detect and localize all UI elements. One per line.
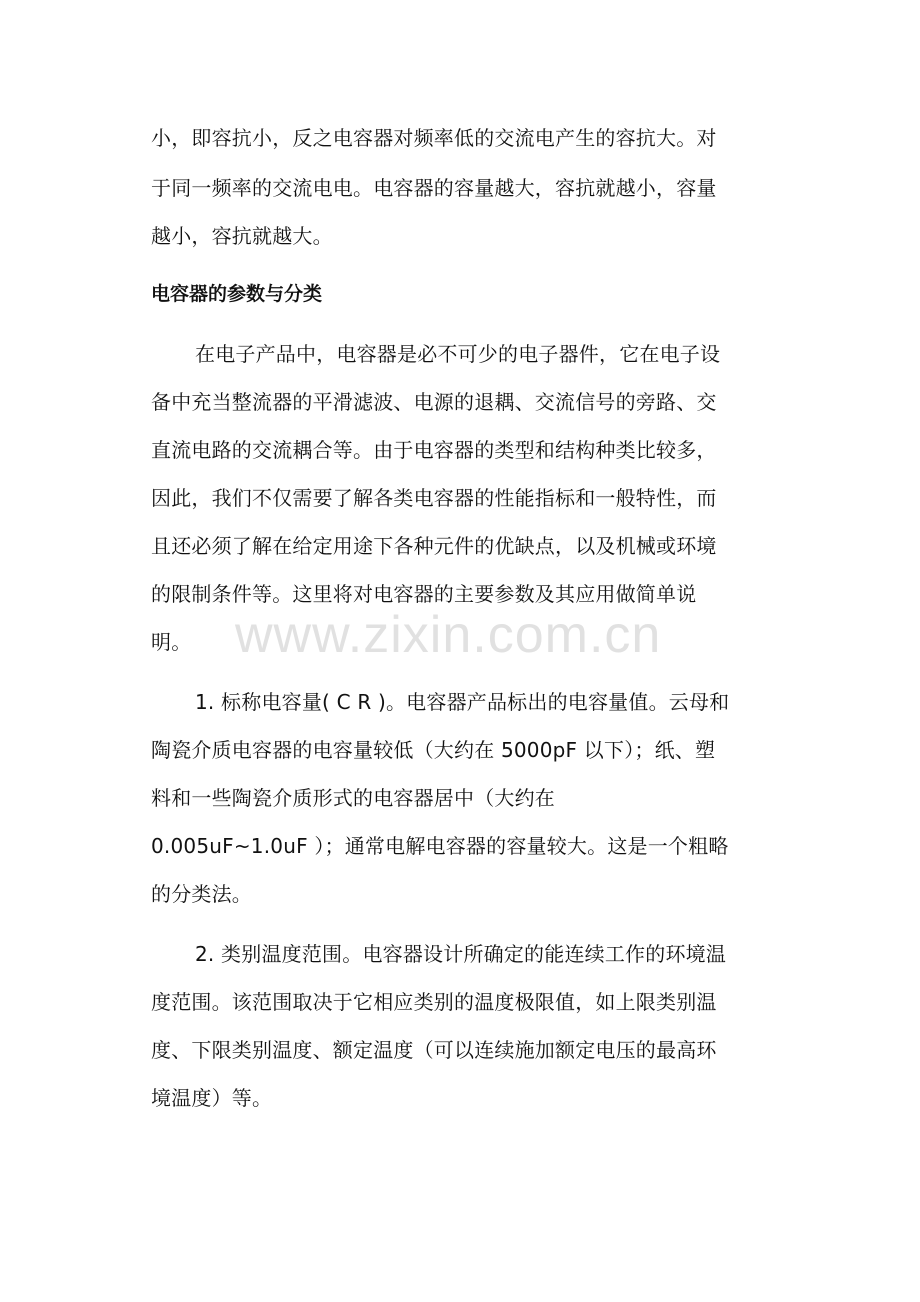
paragraph-4-line-2: 度范围。该范围取决于它相应类别的温度极限值，如上限类别温 — [151, 990, 717, 1014]
paragraph-2-line-7: 明。 — [151, 630, 192, 654]
paragraph-4-line-3: 度、下限类别温度、额定温度（可以连续施加额定电压的最高环 — [151, 1038, 717, 1062]
paragraph-2-line-2: 备中充当整流器的平滑滤波、电源的退耦、交流信号的旁路、交 — [151, 390, 717, 414]
paragraph-1-line-3: 越小，容抗就越大。 — [151, 224, 333, 248]
paragraph-2-line-5: 且还必须了解在给定用途下各种元件的优缺点，以及机械或环境 — [151, 534, 717, 558]
paragraph-2-line-1: 在电子产品中，电容器是必不可少的电子器件，它在电子设 — [195, 342, 721, 366]
paragraph-2-line-3: 直流电路的交流耦合等。由于电容器的类型和结构种类比较多， — [151, 438, 717, 462]
paragraph-4-line-1: 2. 类别温度范围。电容器设计所确定的能连续工作的环境温 — [195, 942, 727, 966]
paragraph-3-line-4: 0.005uF~1.0uF ）；通常电解电容器的容量较大。这是一个粗略 — [151, 834, 729, 858]
section-heading: 电容器的参数与分类 — [151, 283, 323, 305]
paragraph-3-line-3: 料和一些陶瓷介质形式的电容器居中（大约在 — [151, 786, 555, 810]
paragraph-1-line-2: 于同一频率的交流电电。电容器的容量越大，容抗就越小，容量 — [151, 176, 717, 200]
paragraph-4-line-4: 境温度）等。 — [151, 1086, 273, 1110]
paragraph-2-line-4: 因此，我们不仅需要了解各类电容器的性能指标和一般特性，而 — [151, 486, 717, 510]
paragraph-1-line-1: 小，即容抗小，反之电容器对频率低的交流电产生的容抗大。对 — [151, 126, 717, 150]
paragraph-3-line-2: 陶瓷介质电容器的电容量较低（大约在 5000pF 以下）；纸、塑 — [151, 738, 716, 762]
watermark: www.zixin.com.cn — [235, 606, 662, 664]
paragraph-3-line-5: 的分类法。 — [151, 882, 252, 906]
paragraph-2-line-6: 的限制条件等。这里将对电容器的主要参数及其应用做简单说 — [151, 582, 697, 606]
paragraph-3-line-1: 1. 标称电容量( C R )。电容器产品标出的电容量值。云母和 — [195, 690, 730, 714]
